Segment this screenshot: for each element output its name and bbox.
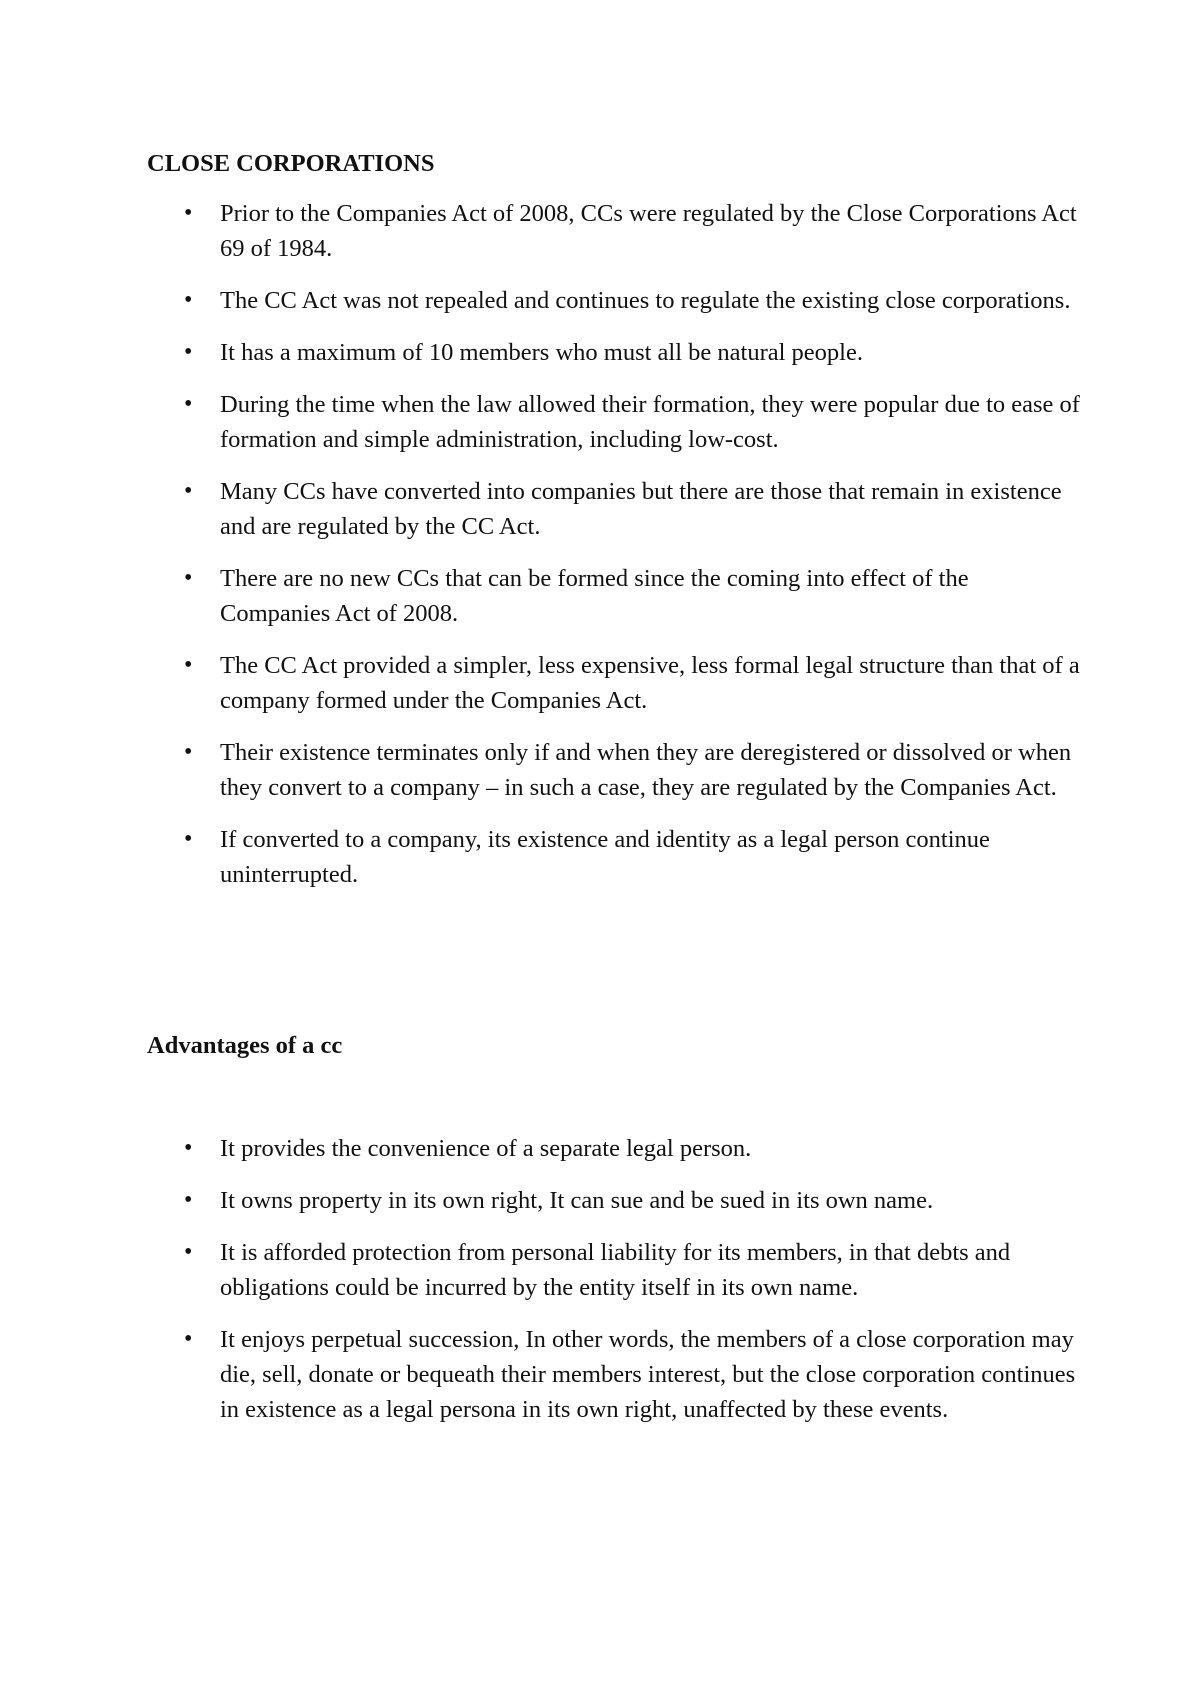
bullet-icon: • — [184, 339, 193, 365]
list-item — [0, 196, 1080, 266]
advantages-list — [0, 1131, 1200, 1444]
list-item-text: It provides the convenience of a separate legal person. — [220, 1135, 752, 1162]
bullet-icon: • — [184, 200, 193, 226]
list-item-text: There are no new CCs that can be formed since the coming into effect of the Companies Act of 2008. — [220, 565, 969, 627]
bullet-icon: • — [184, 1135, 193, 1161]
list-item — [0, 1183, 1080, 1218]
bullet-icon: • — [184, 739, 193, 765]
list-item — [0, 735, 1080, 805]
list-item — [0, 648, 1080, 718]
list-item-text: If converted to a company, its existence and identity as a legal person continue uninterrupted. — [220, 826, 990, 888]
list-item-text: Many CCs have converted into companies but there are those that remain in existence and are regulated by the CC Act. — [220, 478, 1062, 540]
list-item — [0, 335, 1080, 370]
list-item-text: Prior to the Companies Act of 2008, CCs were regulated by the Close Corporations Act 69 of 1984. — [220, 200, 1077, 262]
bullet-icon: • — [184, 826, 193, 852]
list-item — [0, 822, 1080, 892]
section-heading-advantages: Advantages of a cc — [147, 1032, 343, 1059]
bullet-icon: • — [184, 1187, 193, 1213]
list-item — [0, 387, 1080, 457]
list-item-text: It is afforded protection from personal liability for its members, in that debts and obligations could be incurred by the entity itself in its own name. — [220, 1239, 1011, 1301]
bullet-icon: • — [184, 287, 193, 313]
bullet-icon: • — [184, 391, 193, 417]
list-item-text: It enjoys perpetual succession, In other words, the members of a close corporation may die, sell, donate or bequeath their members interest, but the close corporation continues in existence as a legal persona in its own right, unaffected by these events. — [220, 1326, 1076, 1423]
close-corporations-list — [0, 196, 1200, 909]
bullet-icon: • — [184, 565, 193, 591]
list-item — [0, 283, 1080, 318]
list-item-text: It owns property in its own right, It can sue and be sued in its own name. — [220, 1187, 934, 1214]
list-item — [0, 1322, 1080, 1427]
list-item-text: Their existence terminates only if and when they are deregistered or dissolved or when they convert to a company – in such a case, they are regulated by the Companies Act. — [220, 739, 1072, 801]
bullet-icon: • — [184, 1239, 193, 1265]
section-heading-close-corporations: CLOSE CORPORATIONS — [147, 150, 435, 177]
list-item-text: The CC Act was not repealed and continues to regulate the existing close corporations. — [220, 287, 1071, 314]
list-item — [0, 561, 1080, 631]
list-item — [0, 1235, 1080, 1305]
list-item-text: It has a maximum of 10 members who must all be natural people. — [220, 339, 863, 366]
bullet-icon: • — [184, 652, 193, 678]
list-item — [0, 1131, 1080, 1166]
bullet-icon: • — [184, 478, 193, 504]
list-item-text: During the time when the law allowed their formation, they were popular due to ease of formation and simple administration, including low-cost. — [220, 391, 1080, 453]
list-item — [0, 474, 1080, 544]
bullet-icon: • — [184, 1326, 193, 1352]
list-item-text: The CC Act provided a simpler, less expensive, less formal legal structure than that of a company formed under the Companies Act. — [220, 652, 1080, 714]
